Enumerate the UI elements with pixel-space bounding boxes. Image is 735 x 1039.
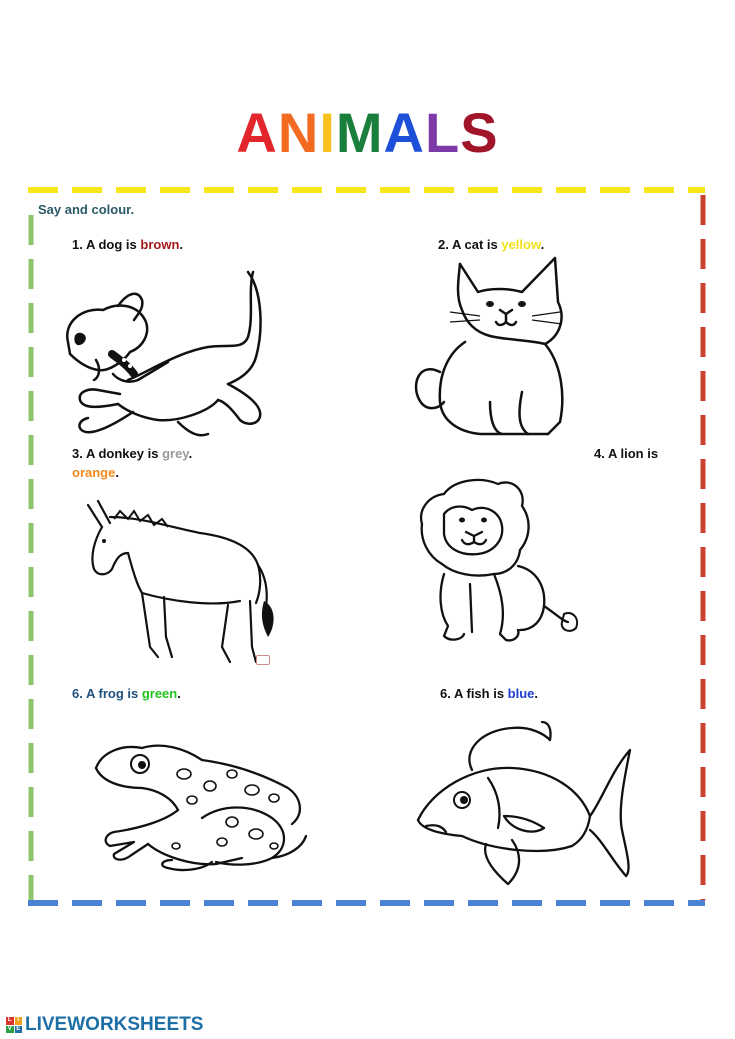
footer-brand[interactable]	[6, 1014, 203, 1036]
item-6-caption	[440, 686, 538, 701]
logo-letter: E	[16, 1025, 21, 1032]
item-3-caption	[72, 446, 192, 461]
instruction: Say and colour.	[38, 202, 135, 217]
item-2-prefix: 2. A cat is	[438, 237, 502, 252]
title-letter: I	[319, 101, 336, 164]
item-5-color-word: green	[141, 686, 178, 701]
item-6-prefix: 6. A fish is	[440, 686, 508, 701]
item-4-prefix: 4. A lion is	[594, 446, 659, 461]
logo-letter: V	[7, 1025, 12, 1032]
title-letter: N	[277, 101, 320, 164]
title-letter: M	[335, 101, 384, 164]
donkey-watermark-icon	[256, 655, 270, 665]
item-5-suffix: .	[177, 686, 181, 701]
logo-letter: I	[15, 1017, 23, 1025]
item-1-caption	[72, 237, 183, 252]
item-2-suffix: .	[540, 237, 545, 252]
title-letter: A	[236, 101, 278, 164]
donkey-drawing	[80, 497, 280, 672]
title-letter: S	[460, 101, 499, 164]
item-4-color-word: orange	[72, 465, 116, 480]
title-letter: A	[383, 101, 425, 164]
item-1-suffix: .	[179, 237, 184, 252]
item-2-color-word: yellow	[501, 237, 541, 252]
item-2-caption	[438, 237, 544, 252]
liveworksheets-logo-icon	[6, 1017, 22, 1033]
title-letter: L	[425, 101, 461, 164]
item-1-prefix: 1. A dog is	[72, 237, 141, 252]
frog-drawing	[92, 738, 310, 878]
item-1-color-word: brown	[140, 237, 180, 252]
page-title	[0, 100, 735, 165]
cat-drawing	[410, 252, 580, 444]
item-3-prefix: 3. A donkey is	[72, 446, 163, 461]
item-4-caption	[594, 446, 658, 461]
item-6-suffix: .	[534, 686, 539, 701]
item-4-suffix: .	[115, 465, 119, 480]
logo-letter: L	[7, 1017, 12, 1023]
dog-drawing	[58, 262, 273, 447]
item-5-prefix: 6. A frog is	[72, 686, 142, 701]
item-5-caption	[72, 686, 181, 701]
item-4-color-line	[72, 465, 119, 480]
brand-name: LIVEWORKSHEETS	[25, 1014, 204, 1035]
item-3-suffix: .	[188, 446, 193, 461]
fish-drawing	[412, 720, 637, 890]
item-6-color-word: blue	[507, 686, 535, 701]
lion-drawing	[414, 474, 584, 654]
item-3-color-word: grey	[162, 446, 189, 461]
